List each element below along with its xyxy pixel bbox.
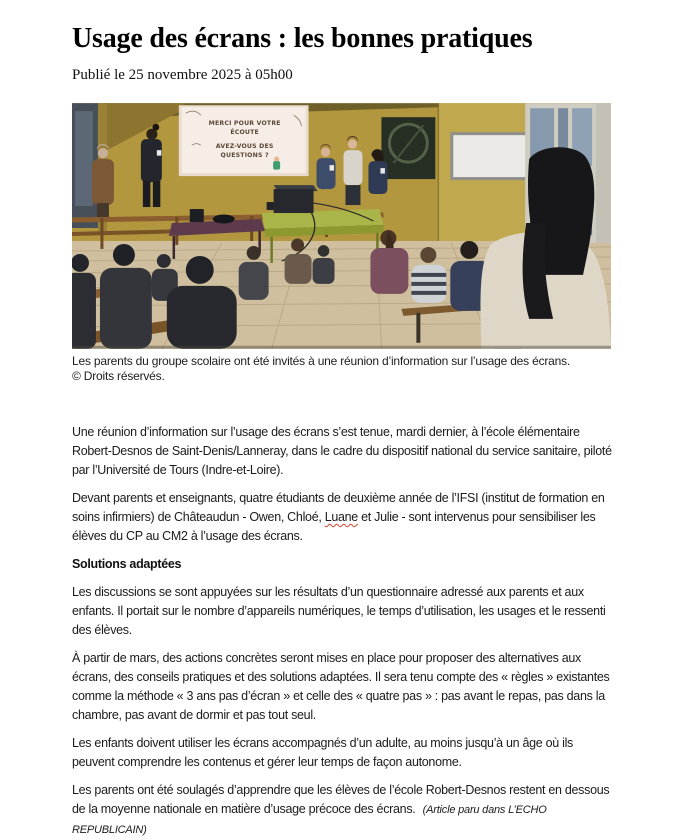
paragraph-6-text: Les parents ont été soulagés d’apprendre que les élèves de l’école Robert-Desnos restent en dessous de la moyenne nationale en matière d’usage précoce des écrans. bbox=[72, 782, 610, 816]
slide-text-line3: AVEZ-VOUS DES bbox=[215, 142, 274, 150]
article-photo bbox=[72, 103, 611, 349]
paragraph-3: Les discussions se sont appuyées sur les résultats d’un questionnaire adressé aux parents et aux enfants. Il portait sur le nombre d’appareils numériques, le temps d’utilisation, les usages et le ressenti des élèves. bbox=[72, 584, 606, 637]
projection-screen bbox=[179, 105, 309, 176]
paragraph-2-start: Devant parents et enseignants, quatre étudiants de deuxième année de l’IFSI (institut de formation en soins infirmiers) de Châteaudun - Owen, Chloé, bbox=[72, 490, 605, 524]
paragraph-2-end: et Julie - sont intervenus pour sensibiliser les élèves du CP au CM2 à l’usage des écrans. bbox=[72, 509, 596, 543]
photo-caption-block bbox=[72, 354, 612, 385]
paragraph-5: Les enfants doivent utiliser les écrans accompagnés d’un adulte, au moins jusqu’à un âge où ils peuvent comprendre les contenus et gérer leur temps de façon autonome. bbox=[72, 735, 573, 769]
meeting-photo-illustration bbox=[72, 103, 611, 349]
whiteboard bbox=[450, 132, 530, 180]
article-body bbox=[72, 423, 612, 840]
paragraph-6 bbox=[72, 781, 612, 840]
article-title: Usage des écrans : les bonnes pratiques bbox=[72, 23, 533, 54]
publish-date: Publié le 25 novembre 2025 à 05h00 bbox=[72, 66, 293, 83]
photo-caption: Les parents du groupe scolaire ont été invités à une réunion d’information sur l’usage des écrans. bbox=[72, 353, 571, 368]
section-subhead: Solutions adaptées bbox=[72, 556, 182, 571]
wall-artwork bbox=[381, 117, 435, 179]
slide-text-line2: ÉCOUTE bbox=[230, 128, 259, 136]
slide-text-line1: MERCI POUR VOTRE bbox=[208, 119, 281, 127]
slide-text-line4: QUESTIONS ? bbox=[220, 151, 269, 159]
misspelled-word: Luane bbox=[324, 509, 358, 524]
slide-mascot bbox=[273, 156, 280, 169]
paragraph-2 bbox=[72, 489, 612, 546]
paragraph-4: À partir de mars, des actions concrètes seront mises en place pour proposer des alternatives aux écrans, des conseils pratiques et des solutions adaptées. Il sera tenu compte des « règles » existantes comme la méthode « 3 ans pas d’écran » et celle des « quatre pas » : pas avant le repas, pas dans la chambre, pas avant de dormir et pas tout seul. bbox=[72, 650, 610, 722]
source-note: (Article paru dans L’ECHO REPUBLICAIN) bbox=[72, 803, 547, 836]
photo-credit: © Droits réservés. bbox=[72, 369, 165, 384]
paragraph-1: Une réunion d’information sur l’usage des écrans s’est tenue, mardi dernier, à l’école élémentaire Robert-Desnos de Saint-Denis/Lanneray, dans le cadre du dispositif national du service sanitaire, piloté par l’Université de Tours (Indre-et-Loire). bbox=[72, 424, 612, 477]
